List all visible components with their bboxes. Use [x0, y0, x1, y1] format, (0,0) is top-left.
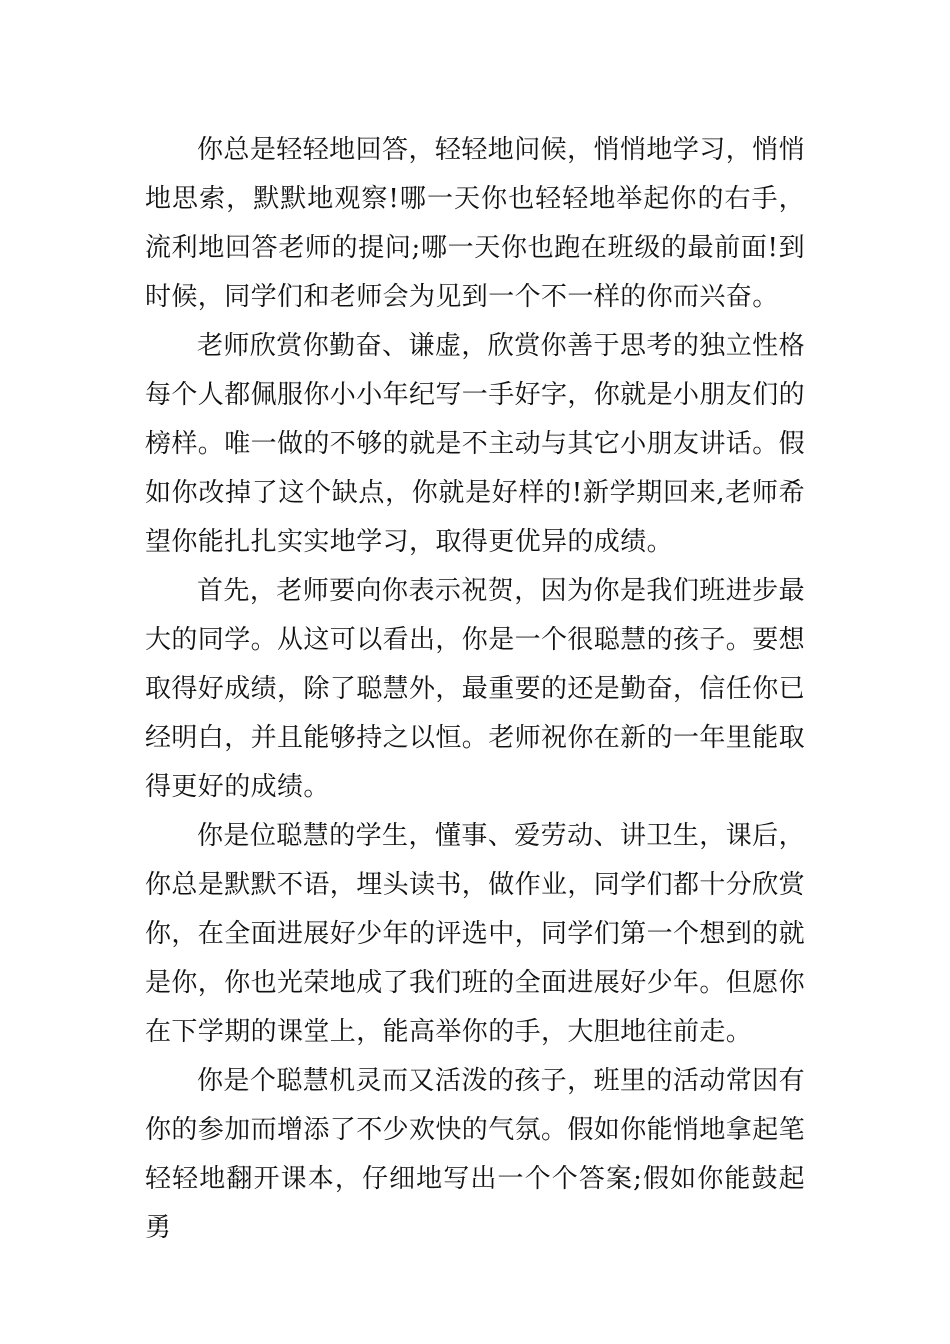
paragraph-1: 你总是轻轻地回答，轻轻地问候，悄悄地学习，悄悄地思索，默默地观察!哪一天你也轻轻地举起你的右手，流利地回答老师的提问;哪一天你也跑在班级的最前面!到时候，同学们和老师会为见到一个不一样的你而兴奋。 — [145, 135, 805, 312]
paragraph-5: 你是个聪慧机灵而又活泼的孩子，班里的活动常因有你的参加而增添了不少欢快的气氛。假如你能悄地拿起笔轻轻地翻开课本，仔细地写出一个个答案;假如你能鼓起勇 — [145, 1066, 806, 1243]
document-body — [145, 126, 805, 1253]
paragraph-4: 你是位聪慧的学生，懂事、爱劳动、讲卫生，课后，你总是默默不语，埋头读书，做作业，同学们都十分欣赏你，在全面进展好少年的评选中，同学们第一个想到的就是你，你也光荣地成了我们班的全面进展好少年。但愿你在下学期的课堂上，能高举你的手，大胆地往前走。 — [145, 821, 806, 1047]
paragraph-2: 老师欣赏你勤奋、谦虚，欣赏你善于思考的独立性格每个人都佩服你小小年纪写一手好字，你就是小朋友们的榜样。唯一做的不够的就是不主动与其它小朋友讲话。假如你改掉了这个缺点，你就是好样的!新学期回来,老师希望你能扎扎实实地学习，取得更优异的成绩。 — [145, 331, 806, 557]
paragraph-3: 首先，老师要向你表示祝贺，因为你是我们班进步最大的同学。从这可以看出，你是一个很聪慧的孩子。要想取得好成绩，除了聪慧外，最重要的还是勤奋，信任你已经明白，并且能够持之以恒。老师祝你在新的一年里能取得更好的成绩。 — [145, 576, 806, 802]
